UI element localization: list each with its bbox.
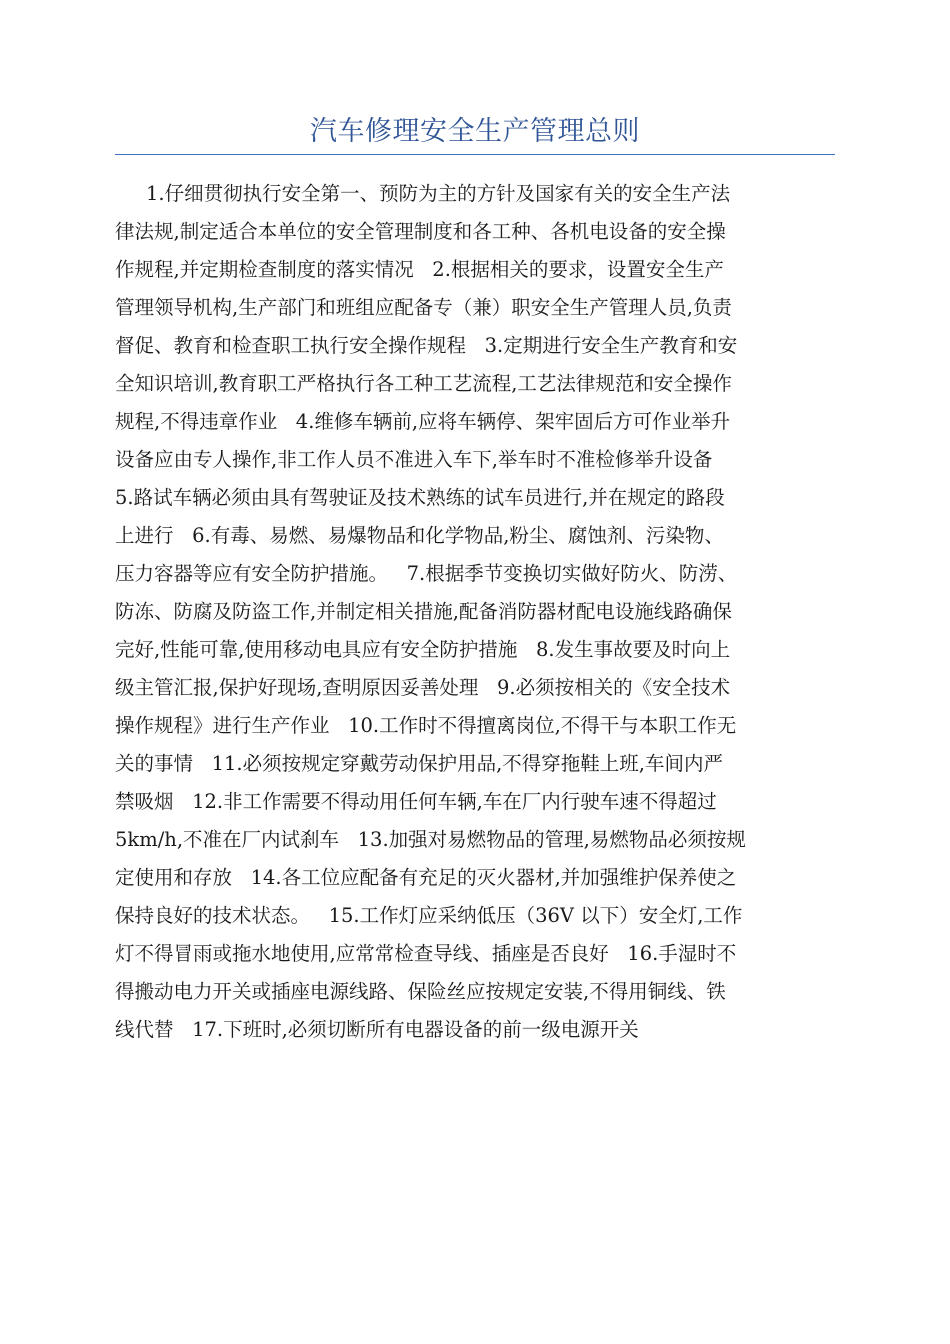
body-line: 设备应由专人操作,非工作人员不准进入车下,举车时不准检修举升设备: [115, 448, 713, 471]
body-line: 全知识培训,教育职工严格执行各工种工艺流程,工艺法律规范和安全操作: [115, 372, 732, 395]
body-line: 灯不得冒雨或拖水地使用,应常常检查导线、插座是否良好 16.手湿时不: [115, 942, 737, 965]
document-body: [115, 175, 835, 1049]
body-line: 级主管汇报,保护好现场,查明原因妥善处理 9.必须按相关的《安全技术: [115, 676, 731, 699]
body-line: 5.路试车辆必须由具有驾驶证及技术熟练的试车员进行,并在规定的路段: [115, 486, 725, 509]
body-line: 保持良好的技术状态。 15.工作灯应采纳低压（36V 以下）安全灯,工作: [115, 904, 743, 927]
body-line: 1.仔细贯彻执行安全第一、预防为主的方针及国家有关的安全生产法: [115, 182, 731, 205]
body-line: 关的事情 11.必须按规定穿戴劳动保护用品,不得穿拖鞋上班,车间内严: [115, 752, 724, 775]
body-line: 律法规,制定适合本单位的安全管理制度和各工种、各机电设备的安全操: [115, 220, 726, 243]
body-line: 压力容器等应有安全防护措施。 7.根据季节变换切实做好防火、防涝、: [115, 562, 738, 585]
body-line: 督促、教育和检查职工执行安全操作规程 3.定期进行安全生产教育和安: [115, 334, 738, 357]
body-line: 作规程,并定期检查制度的落实情况 2.根据相关的要求，设置安全生产: [115, 258, 724, 281]
body-line: 得搬动电力开关或插座电源线路、保险丝应按规定安装,不得用铜线、铁: [115, 980, 726, 1003]
body-line: 管理领导机构,生产部门和班组应配备专（兼）职安全生产管理人员,负责: [115, 296, 732, 319]
body-line: 操作规程》进行生产作业 10.工作时不得擅离岗位,不得干与本职工作无: [115, 714, 737, 737]
body-line: 禁吸烟 12.非工作需要不得动用任何车辆,车在厂内行驶车速不得超过: [115, 790, 717, 813]
document-title: 汽车修理安全生产管理总则: [310, 116, 640, 147]
body-line: 5km/h,不准在厂内试刹车 13.加强对易燃物品的管理,易燃物品必须按规: [115, 828, 746, 851]
body-line: 上进行 6.有毒、易燃、易爆物品和化学物品,粉尘、腐蚀剂、污染物、: [115, 524, 724, 547]
body-line: 线代替 17.下班时,必须切断所有电器设备的前一级电源开关: [115, 1018, 639, 1041]
body-line: 规程,不得违章作业 4.维修车辆前,应将车辆停、架牢固后方可作业举升: [115, 410, 731, 433]
body-line: 定使用和存放 14.各工位应配备有充足的灭火器材,并加强维护保养使之: [115, 866, 737, 889]
title-underline: [115, 154, 835, 155]
body-line: 防冻、防腐及防盗工作,并制定相关措施,配备消防器材配电设施线路确保: [115, 600, 732, 623]
body-line: 完好,性能可靠,使用移动电具应有安全防护措施 8.发生事故要及时向上: [115, 638, 731, 661]
